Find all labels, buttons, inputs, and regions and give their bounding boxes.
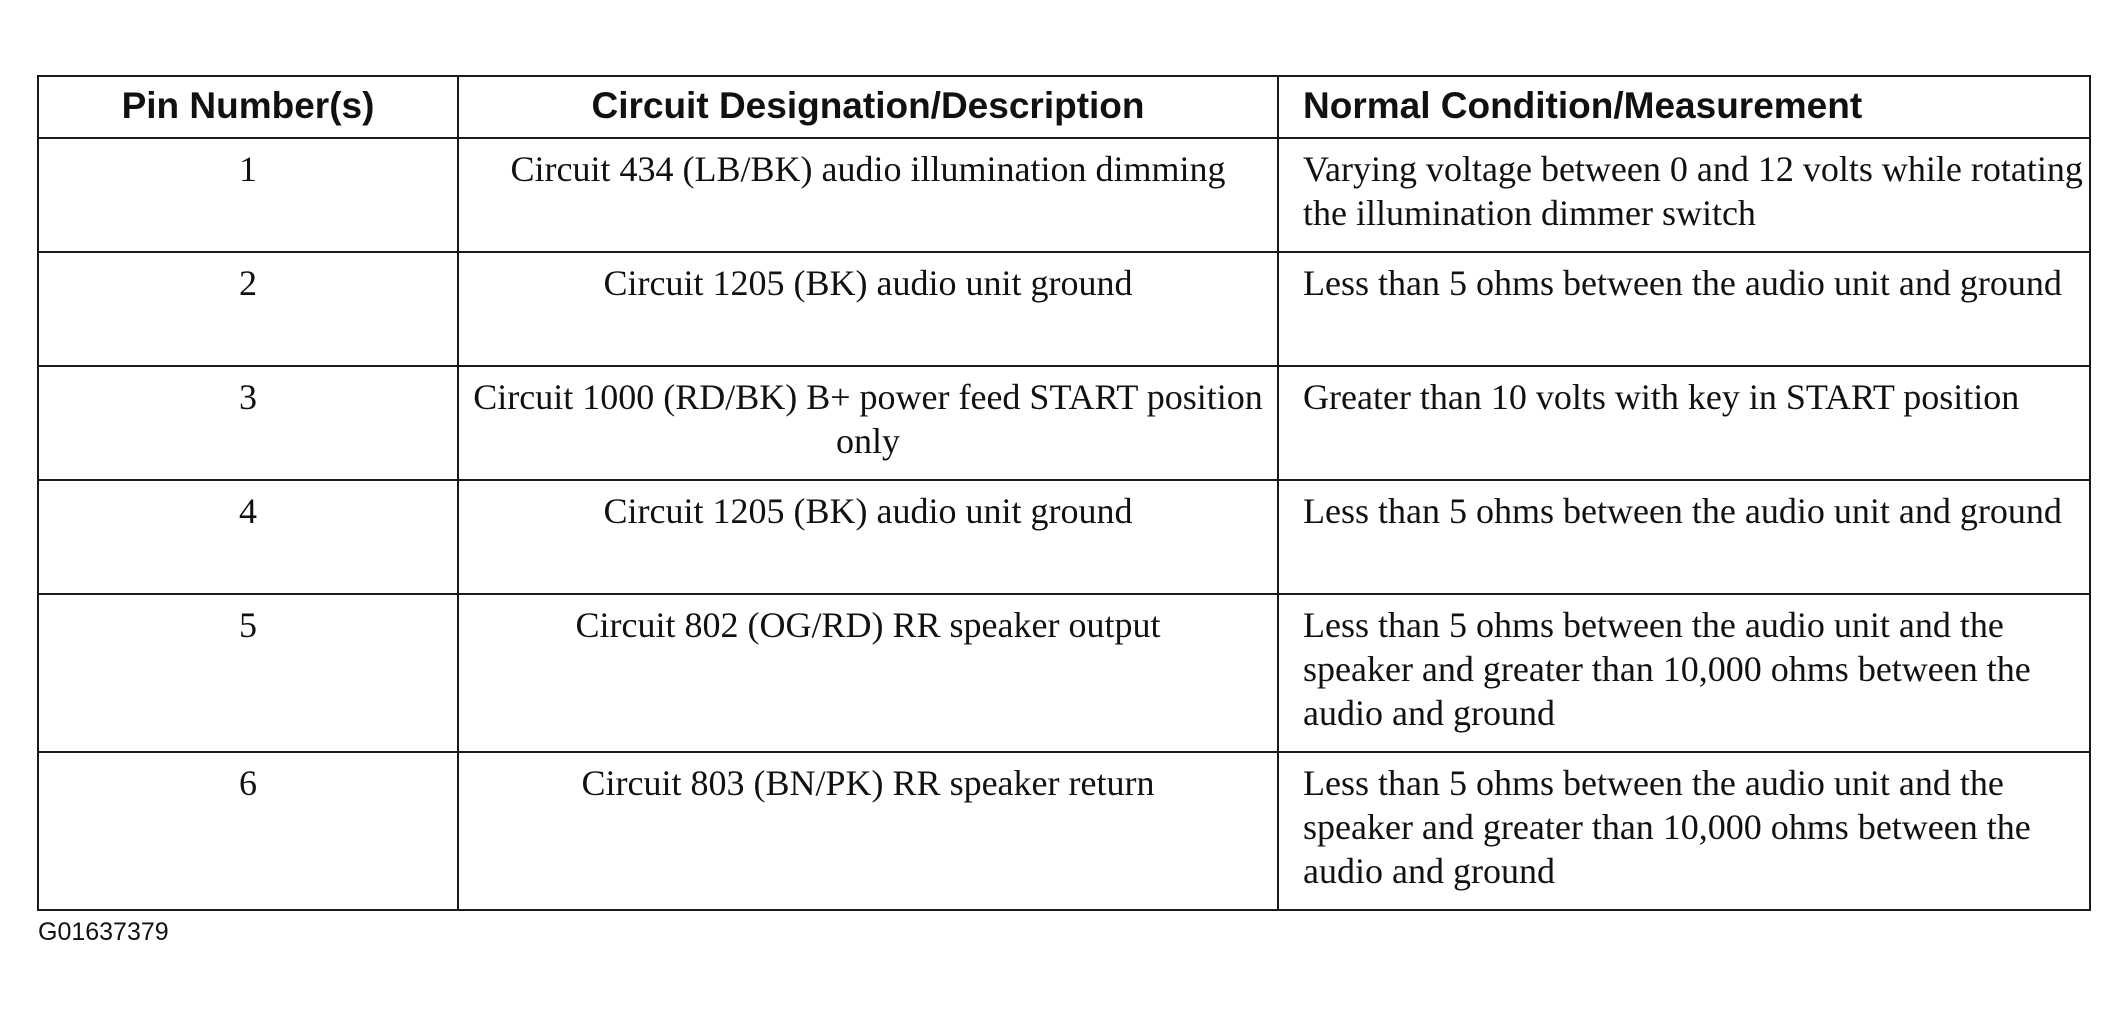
normal-condition-cell: Less than 5 ohms between the audio unit and the speaker and greater than 10,000 ohms between the audio and ground — [1278, 752, 2090, 910]
normal-condition-cell: Less than 5 ohms between the audio unit and ground — [1278, 480, 2090, 594]
circuit-description-cell: Circuit 1205 (BK) audio unit ground — [458, 252, 1278, 366]
pin-number-cell: 6 — [38, 752, 458, 910]
header-pin-numbers: Pin Number(s) — [38, 76, 458, 138]
header-normal-condition: Normal Condition/Measurement — [1278, 76, 2090, 138]
pin-number-cell: 1 — [38, 138, 458, 252]
circuit-description-cell: Circuit 803 (BN/PK) RR speaker return — [458, 752, 1278, 910]
normal-condition-cell: Less than 5 ohms between the audio unit and the speaker and greater than 10,000 ohms between the audio and ground — [1278, 594, 2090, 752]
figure-id: G01637379 — [38, 918, 169, 946]
table-header-row — [38, 76, 2090, 138]
table-row — [38, 480, 2090, 594]
circuit-description-cell: Circuit 1205 (BK) audio unit ground — [458, 480, 1278, 594]
pin-table-container — [37, 75, 2089, 911]
table-row — [38, 138, 2090, 252]
circuit-description-cell: Circuit 802 (OG/RD) RR speaker output — [458, 594, 1278, 752]
circuit-description-cell: Circuit 1000 (RD/BK) B+ power feed START position only — [458, 366, 1278, 480]
circuit-description-cell: Circuit 434 (LB/BK) audio illumination dimming — [458, 138, 1278, 252]
normal-condition-cell: Greater than 10 volts with key in START position — [1278, 366, 2090, 480]
pin-table — [37, 75, 2091, 911]
pin-number-cell: 2 — [38, 252, 458, 366]
table-row — [38, 252, 2090, 366]
header-circuit-description: Circuit Designation/Description — [458, 76, 1278, 138]
normal-condition-cell: Less than 5 ohms between the audio unit and ground — [1278, 252, 2090, 366]
pin-number-cell: 5 — [38, 594, 458, 752]
table-row — [38, 752, 2090, 910]
normal-condition-cell: Varying voltage between 0 and 12 volts while rotating the illumination dimmer switch — [1278, 138, 2090, 252]
pin-number-cell: 3 — [38, 366, 458, 480]
table-row — [38, 366, 2090, 480]
table-row — [38, 594, 2090, 752]
pin-number-cell: 4 — [38, 480, 458, 594]
